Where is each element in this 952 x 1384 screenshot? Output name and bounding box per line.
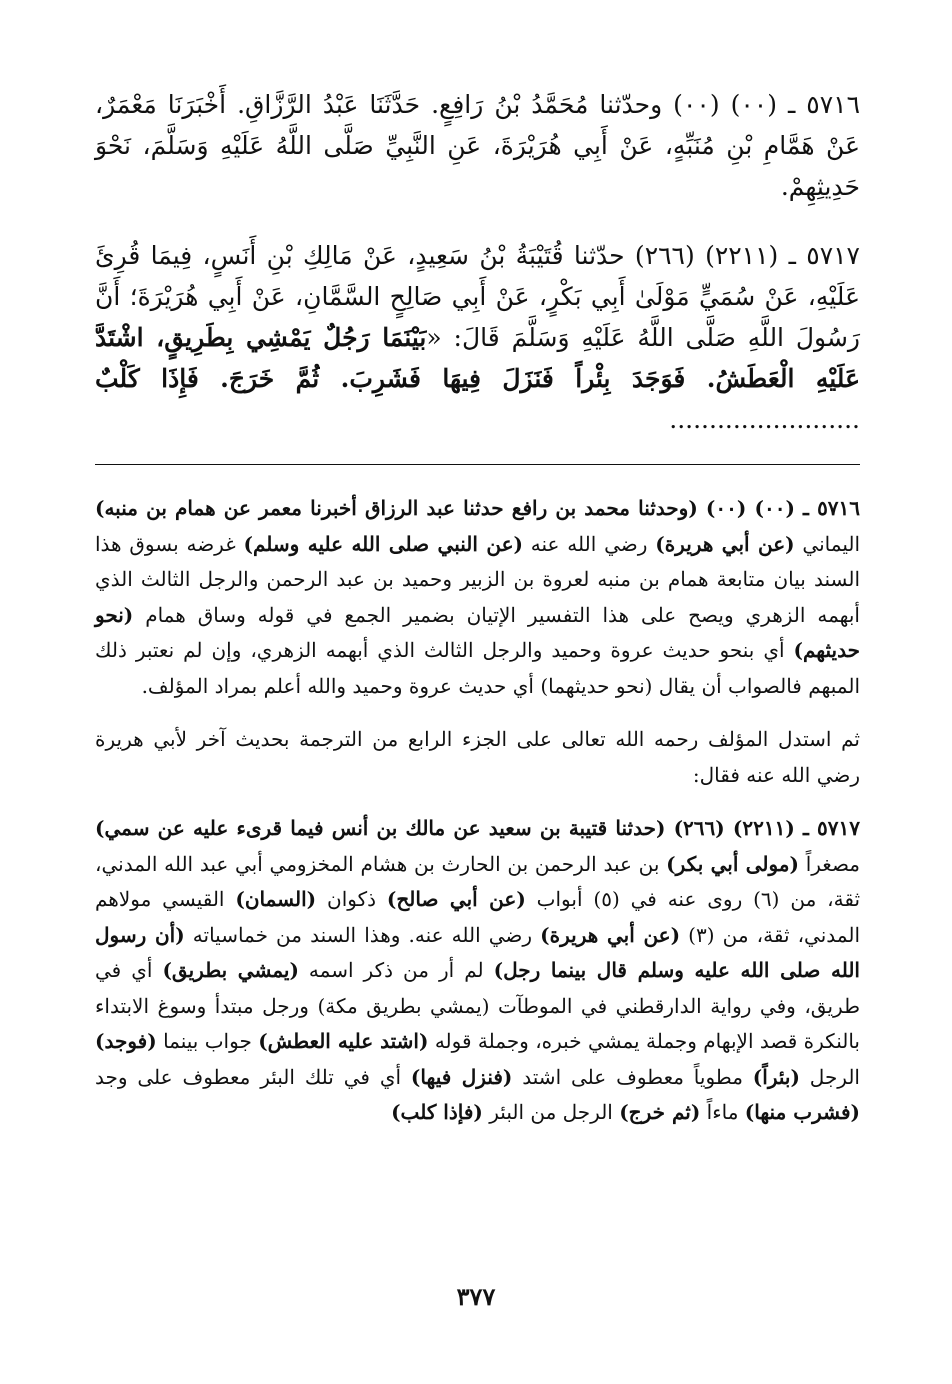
bold-text-run: بَيْنَمَا رَجُلٌ يَمْشِي بِطَرِيقٍ، اشْتَدَّ عَلَيْهِ الْعَطَشُ. فَوَجَدَ بِئْراً فَنَزَلَ فِيهَا فَشَرِبَ. ثُمَّ خَرَجَ. فَإِذَا كَلْبٌ (95, 323, 860, 393)
text-run: ........................ (669, 405, 860, 434)
text-run: ماءاً (700, 1100, 745, 1124)
bold-text-run: (بئراً) (752, 1064, 800, 1089)
bold-text-run: (عن أبي هريرة) (655, 531, 795, 556)
commentary-paragraph (95, 491, 860, 704)
bold-text-run: (فشرب منها) (744, 1100, 860, 1124)
hadith-paragraph (95, 235, 860, 440)
text-run: رضي الله عنه (522, 531, 656, 556)
bold-text-run: (مولى أبي بكر) (666, 851, 799, 876)
bold-text-run: (عن أبي هريرة) (540, 922, 681, 947)
bold-text-run: (عن النبي صلى الله عليه وسلم) (243, 531, 523, 556)
bold-text-run: (أن رسول الله صلى الله عليه وسلم قال بينما رجل) (95, 922, 860, 982)
text-run: اليماني (794, 531, 860, 556)
text-run: بن عبد الرحمن بن الحارث بن هشام المخزومي أبي عبد الله المدني، ثقة، من (٦) روى عنه في (٥) أبواب (95, 851, 861, 911)
text-run: أي في تلك البئر معطوف على وجد (95, 1064, 411, 1089)
commentary-paragraph (95, 722, 860, 793)
hadith-paragraph (95, 84, 860, 207)
hadith-text-section (95, 84, 860, 440)
text-run: مصغراً (798, 851, 860, 876)
text-run: جواب بينما (156, 1029, 259, 1053)
bold-text-run: (فوجد) (95, 1029, 157, 1053)
page-number: ٣٧٧ (456, 1282, 496, 1311)
text-run: القيسي مولاهم المدني، ثقة، من (٣) (95, 887, 860, 947)
bold-text-run: (اشتد عليه العطش) (258, 1029, 429, 1053)
text-run: رضي الله عنه. وهذا السند من خماسياته (184, 922, 541, 947)
footnote-divider (95, 464, 860, 465)
text-run: لم أر من ذكر اسمه (298, 958, 494, 982)
text-run: ٥٧١٧ ـ (٢٢١١) (٢٦٦) حدّثنا قُتَيْبَةُ بْنُ سَعِيدٍ، عَنْ مَالِكِ بْنِ أَنَسٍ، فِيمَا قُرِئَ عَلَيْهِ، عَنْ سُمَيٍّ مَوْلَىٰ أَبِي بَكْرٍ، عَنْ أَبِي صَالِحٍ السَّمَّانِ، عَنْ أَبِي هُرَيْرَةَ؛ أَنَّ رَسُولَ اللَّهِ صَلَّى اللَّهُ عَلَيْهِ وَسَلَّمَ قَالَ: « (95, 241, 860, 352)
book-page (95, 84, 860, 1131)
bold-text-run: (يمشي بطريق) (162, 958, 299, 982)
bold-text-run: (فنزل فيها) (410, 1064, 513, 1089)
bold-text-run: (نحو حديثهم) (95, 602, 860, 662)
text-run: أي بنحو حديث عروة وحميد والرجل الثالث الذي أبهمه الزهري، وإن لم نعتبر ذلك المبهم فالصواب أن يقال (نحو حديثهما) أي حديث عروة وحميد والله أعلم بمراد المؤلف. (95, 638, 860, 698)
text-run: الرجل من البئر (482, 1100, 620, 1124)
text-run: الرجل (799, 1064, 860, 1089)
commentary-section (95, 491, 860, 1131)
bold-text-run: (السمان) (235, 887, 317, 911)
bold-text-run: ٥٧١٦ ـ (٠٠) (٠٠) (وحدثنا محمد بن رافع حدثنا عبد الرزاق أخبرنا معمر عن همام بن منبه) (95, 496, 861, 520)
text-run: ذكوان (316, 887, 387, 911)
text-run: مطوياً معطوف على اشتد (512, 1064, 753, 1089)
commentary-paragraph (95, 811, 860, 1131)
bold-text-run: (فإذا كلب) (391, 1100, 483, 1124)
text-run: غرضه بسوق هذا السند بيان متابعة همام بن منبه لعروة بن الزبير وحميد بن عبد الرحمن والرجل الثالث الذي أبهمه الزهري ويصح على هذا التفسير الإتيان بضمير الجمع في قوله وساق همام (95, 531, 860, 627)
text-run: ٥٧١٦ ـ (٠٠) (٠٠) وحدّثنا مُحَمَّدُ بْنُ رَافِعٍ. حَدَّثَنَا عَبْدُ الرَّزَّاقِ. أَخْبَرَنَا مَعْمَرٌ، عَنْ هَمَّامِ بْنِ مُنَبِّهٍ، عَنْ أَبِي هُرَيْرَةَ، عَنِ النَّبِيِّ صَلَّى اللَّهُ عَلَيْهِ وَسَلَّمَ، نَحْوَ حَدِيثِهِمْ. (95, 90, 860, 201)
bold-text-run: (ثم خرج) (619, 1100, 701, 1124)
bold-text-run: (عن أبي صالح) (386, 887, 526, 911)
text-run: أي في طريق، وفي رواية الدارقطني في الموطآت (يمشي بطريق مكة) ورجل مبتدأ وسوغ الابتداء بالنكرة قصد الإبهام وجملة يمشي خبره، وجملة قوله (95, 958, 861, 1053)
text-run: ثم استدل المؤلف رحمه الله تعالى على الجزء الرابع من الترجمة بحديث آخر لأبي هريرة رضي الله عنه فقال: (95, 727, 860, 787)
bold-text-run: ٥٧١٧ ـ (٢٢١١) (٢٦٦) (حدثنا قتيبة بن سعيد عن مالك بن أنس فيما قرىء عليه عن سمي) (95, 816, 861, 840)
